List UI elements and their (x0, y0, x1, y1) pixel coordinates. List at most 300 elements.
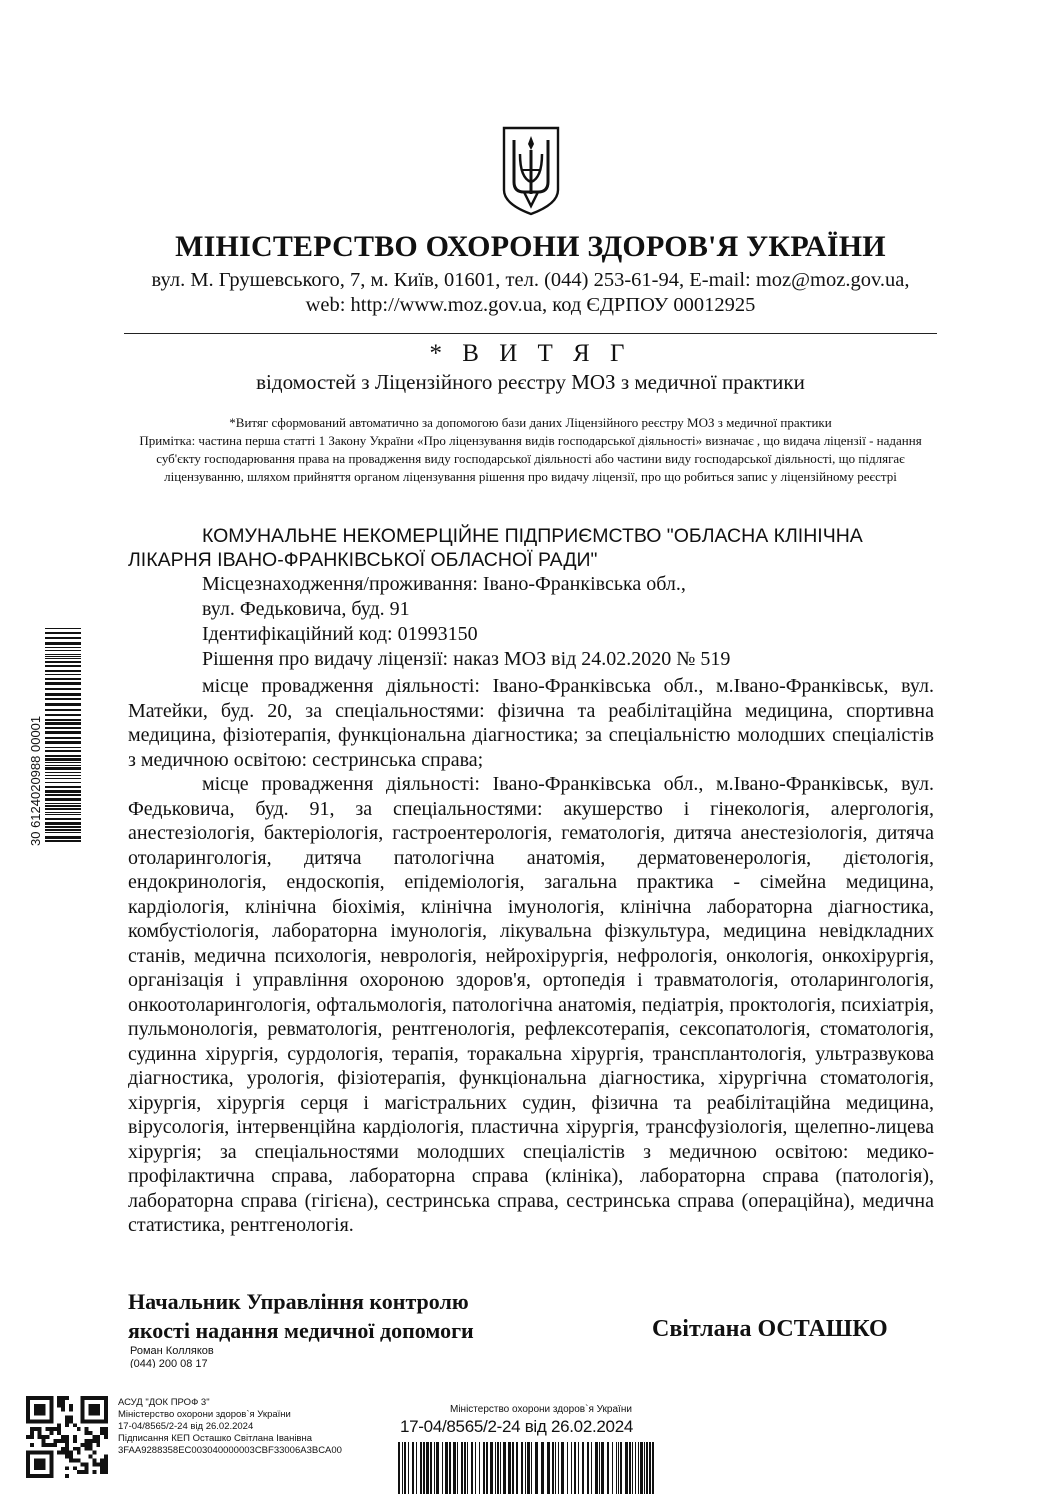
qr-module (26, 1408, 30, 1412)
state-emblem-icon (500, 124, 562, 216)
side-barcode-number: 30 6124020988 00001 (28, 715, 43, 846)
barcode-bar (479, 1442, 480, 1494)
barcode-bar (45, 762, 81, 763)
qr-module (92, 1419, 96, 1423)
signatory-name: Світлана ОСТАШКО (652, 1316, 888, 1342)
barcode-bar (541, 1442, 544, 1494)
barcode-bar (45, 814, 81, 815)
qr-module (92, 1404, 96, 1408)
qr-module (49, 1431, 53, 1435)
qr-module (30, 1451, 34, 1455)
barcode-bar (644, 1442, 645, 1494)
qr-module (85, 1439, 89, 1443)
qr-module (69, 1404, 73, 1408)
barcode-bar (638, 1442, 639, 1494)
qr-module (30, 1431, 34, 1435)
barcode-bar (582, 1442, 584, 1494)
qr-module (42, 1474, 46, 1478)
qr-module (77, 1447, 81, 1451)
barcode-bar (45, 798, 81, 801)
qr-module (61, 1396, 65, 1400)
qr-module (26, 1419, 30, 1423)
qr-module (73, 1447, 77, 1451)
barcode-bar (45, 755, 81, 757)
qr-module (38, 1412, 42, 1416)
barcode-bar (601, 1442, 604, 1494)
barcode-bar (45, 767, 81, 770)
barcode-bar (574, 1442, 576, 1494)
barcode-bar (635, 1442, 636, 1494)
qr-module (57, 1404, 61, 1408)
licensee-name: КОМУНАЛЬНЕ НЕКОМЕРЦІЙНЕ ПІДПРИЄМСТВО "ОБЛАСНА КЛІНІЧНА ЛІКАРНЯ ІВАНО-ФРАНКІВСЬКОЇ ОБЛАСНОЇ РАДИ" (128, 525, 863, 571)
barcode-bar (45, 818, 81, 820)
qr-module (49, 1474, 53, 1478)
barcode-bar (45, 775, 81, 776)
barcode-bar (45, 731, 81, 734)
qr-module (26, 1412, 30, 1416)
address-line: web: http://www.moz.gov.ua, код ЄДРПОУ 00012925 (305, 294, 756, 316)
barcode-bar (436, 1442, 439, 1494)
qr-module (85, 1447, 89, 1451)
qr-module (57, 1439, 61, 1443)
qr-module (46, 1443, 50, 1447)
qr-module (34, 1408, 38, 1412)
qr-code-icon (26, 1396, 108, 1478)
qr-module (69, 1455, 73, 1459)
qr-module (30, 1435, 34, 1439)
barcode-bar (45, 750, 81, 752)
qr-module (92, 1439, 96, 1443)
qr-module (34, 1451, 38, 1455)
qr-module (88, 1404, 92, 1408)
qr-module (104, 1435, 108, 1439)
barcode-bar (591, 1442, 592, 1494)
qr-module (49, 1466, 53, 1470)
barcode-bar (578, 1442, 579, 1494)
barcode-bar (45, 719, 81, 721)
barcode-bar (521, 1442, 523, 1494)
qr-module (46, 1451, 50, 1455)
qr-module (81, 1408, 85, 1412)
qr-module (38, 1408, 42, 1412)
qr-module (85, 1419, 89, 1423)
barcode-bar (486, 1442, 488, 1494)
qr-module (65, 1435, 69, 1439)
qr-module (38, 1466, 42, 1470)
qr-module (77, 1427, 81, 1431)
barcode-bar (595, 1442, 598, 1494)
qr-module (65, 1443, 69, 1447)
barcode-bar (475, 1442, 476, 1494)
barcode-bar (45, 727, 81, 729)
barcode-bar (555, 1442, 556, 1494)
qr-module (96, 1408, 100, 1412)
barcode-bar (45, 632, 81, 634)
qr-module (26, 1404, 30, 1408)
barcode-bar (516, 1442, 518, 1494)
barcode-bar (402, 1442, 403, 1494)
qr-module (34, 1396, 38, 1400)
barcode-bar (434, 1442, 435, 1494)
qr-module (100, 1466, 104, 1470)
qr-module (61, 1447, 65, 1451)
qr-module (57, 1431, 61, 1435)
activity-place-1: місце провадження діяльності: Івано-Франківська обл., м.Івано-Франківськ, вул. Матейки, буд. 20, за спеціальностями: фізична та реабілітаційна медицина, спортивна медицина, фізіотерапія, функціональна діагностика; за спеціальністю молодших спеціалістів з медичною освітою: сестринська справа; (128, 675, 934, 771)
barcode-bar (525, 1442, 526, 1494)
qr-module (30, 1427, 34, 1431)
barcode-bar (449, 1442, 451, 1494)
barcode-bar (45, 808, 81, 810)
registration-barcode-icon (394, 1440, 662, 1496)
barcode-bar (426, 1442, 429, 1494)
qr-module (85, 1466, 89, 1470)
qr-module (104, 1470, 108, 1474)
qr-module (34, 1458, 38, 1462)
qr-module (38, 1404, 42, 1408)
barcode-bar (45, 642, 81, 645)
barcode-bar (587, 1442, 589, 1494)
barcode-bar (561, 1442, 564, 1494)
barcode-bar (45, 661, 81, 663)
barcode-bar (45, 656, 81, 657)
barcode-bar (508, 1442, 511, 1494)
barcode-bar (45, 840, 81, 842)
qr-module (57, 1427, 61, 1431)
qr-module (81, 1462, 85, 1466)
qr-module (46, 1435, 50, 1439)
asud-stamp (118, 1397, 342, 1457)
qr-module (49, 1458, 53, 1462)
qr-module (42, 1396, 46, 1400)
qr-module (65, 1455, 69, 1459)
qr-module (104, 1427, 108, 1431)
barcode-bar (45, 790, 81, 793)
qr-module (77, 1451, 81, 1455)
barcode-bar (45, 805, 81, 807)
barcode-bar (497, 1442, 499, 1494)
qr-module (104, 1412, 108, 1416)
qr-module (53, 1443, 57, 1447)
barcode-bar (547, 1442, 550, 1494)
qr-module (49, 1451, 53, 1455)
barcode-bar (612, 1442, 613, 1494)
extract-note (120, 414, 941, 486)
qr-module (69, 1408, 73, 1412)
barcode-bar (430, 1442, 432, 1494)
barcode-bar (45, 709, 81, 711)
barcode-bar (442, 1442, 443, 1494)
qr-module (65, 1474, 69, 1478)
qr-module (26, 1455, 30, 1459)
licensee-id-code: Ідентифікаційний код: 01993150 (202, 623, 478, 645)
qr-module (100, 1396, 104, 1400)
asud-line: Міністерство охорони здоров`я України (118, 1409, 291, 1420)
qr-module (73, 1439, 77, 1443)
qr-module (88, 1396, 92, 1400)
barcode-bar (599, 1442, 600, 1494)
qr-module (26, 1416, 30, 1420)
barcode-bar (45, 670, 81, 672)
qr-module (42, 1439, 46, 1443)
qr-module (42, 1451, 46, 1455)
barcode-bar (45, 741, 81, 744)
qr-module (42, 1443, 46, 1447)
barcode-bar (45, 737, 81, 739)
qr-module (42, 1412, 46, 1416)
barcode-bar (45, 765, 81, 766)
qr-module (49, 1427, 53, 1431)
qr-module (30, 1443, 34, 1447)
qr-module (104, 1462, 108, 1466)
qr-module (96, 1443, 100, 1447)
barcode-bar (527, 1442, 530, 1494)
barcode-bar (404, 1442, 406, 1494)
qr-module (69, 1416, 73, 1420)
barcode-bar (512, 1442, 514, 1494)
qr-module (104, 1466, 108, 1470)
qr-module (53, 1439, 57, 1443)
extract-subtitle: відомостей з Ліцензійного реєстру МОЗ з медичної практики (256, 370, 805, 394)
qr-module (61, 1408, 65, 1412)
qr-module (42, 1458, 46, 1462)
barcode-bar (45, 832, 81, 833)
qr-module (88, 1447, 92, 1451)
qr-module (73, 1458, 77, 1462)
qr-module (26, 1451, 30, 1455)
barcode-bar (45, 722, 81, 725)
qr-module (104, 1416, 108, 1420)
barcode-bar (552, 1442, 554, 1494)
qr-module (38, 1435, 42, 1439)
qr-module (85, 1431, 89, 1435)
barcode-bar (45, 747, 81, 748)
qr-module (100, 1470, 104, 1474)
barcode-bar (649, 1442, 651, 1494)
barcode-bar (45, 628, 81, 629)
signer-position: Начальник Управління контролю (128, 1289, 469, 1314)
qr-module (57, 1400, 61, 1404)
qr-module (38, 1396, 42, 1400)
executor-name: Роман Колляков (130, 1345, 214, 1357)
qr-module (104, 1396, 108, 1400)
qr-module (96, 1419, 100, 1423)
qr-module (88, 1408, 92, 1412)
barcode-bar (45, 782, 81, 783)
signer-position: якості надання медичної допомоги (128, 1318, 474, 1343)
qr-module (81, 1443, 85, 1447)
barcode-bar (45, 650, 81, 651)
barcode-bar (398, 1442, 400, 1494)
qr-module (85, 1427, 89, 1431)
qr-module (81, 1470, 85, 1474)
qr-module (96, 1462, 100, 1466)
qr-module (30, 1419, 34, 1423)
barcode-bar (45, 693, 81, 696)
qr-module (100, 1431, 104, 1435)
qr-module (92, 1462, 96, 1466)
qr-module (88, 1439, 92, 1443)
license-decision: Рішення про видачу ліцензії: наказ МОЗ від 24.02.2020 № 519 (202, 648, 731, 670)
barcode-bar (45, 794, 81, 796)
barcode-bar (45, 772, 81, 773)
address-line: вул. М. Грушевського, 7, м. Київ, 01601, тел. (044) 253-61-94, E-mail: moz@moz.gov.ua, (151, 269, 910, 291)
barcode-bar (412, 1442, 414, 1494)
qr-module (92, 1458, 96, 1462)
note-text: Примітка: частина перша статті 1 Закону України «Про ліцензування видів господарської діяльності» визначає , що видача ліцензії - надання суб'єкту господарювання права на провадження виду господарської діяльності або частини виду господарської діяльності, що підлягає ліцензуванню, шляхом прийняття органом ліцензування рішення про видачу ліцензії, про що робиться запис у ліцензійному реєстрі (139, 433, 922, 484)
asud-line: АСУД "ДОК ПРОФ 3" (118, 1397, 210, 1408)
barcode-bar (445, 1442, 448, 1494)
qr-module (85, 1470, 89, 1474)
qr-module (49, 1404, 53, 1408)
qr-module (30, 1396, 34, 1400)
qr-module (61, 1435, 65, 1439)
registration-label: Міністерство охорони здоров`я України (450, 1404, 632, 1415)
qr-module (34, 1462, 38, 1466)
qr-module (34, 1466, 38, 1470)
qr-module (81, 1412, 85, 1416)
qr-module (30, 1474, 34, 1478)
barcode-bar (45, 637, 81, 639)
qr-module (81, 1396, 85, 1400)
qr-module (100, 1458, 104, 1462)
barcode-bar (503, 1442, 506, 1494)
qr-module (85, 1443, 89, 1447)
qr-module (104, 1419, 108, 1423)
qr-module (85, 1462, 89, 1466)
qr-module (38, 1458, 42, 1462)
barcode-bar (629, 1442, 631, 1494)
barcode-bar (535, 1442, 538, 1494)
qr-module (77, 1458, 81, 1462)
qr-module (81, 1416, 85, 1420)
qr-module (38, 1451, 42, 1455)
qr-module (96, 1439, 100, 1443)
barcode-bar (45, 778, 81, 779)
qr-module (104, 1455, 108, 1459)
barcode-bar (558, 1442, 559, 1494)
extract-title: * В И Т Я Г (429, 340, 632, 367)
qr-module (26, 1466, 30, 1470)
qr-module (49, 1416, 53, 1420)
qr-module (69, 1451, 73, 1455)
asud-line: 3FAA9288358EC003040000003CBF33006A3BCA00 (118, 1445, 342, 1456)
barcode-bar (45, 682, 81, 685)
barcode-bar (408, 1442, 409, 1494)
qr-module (38, 1427, 42, 1431)
qr-module (57, 1423, 61, 1427)
qr-module (65, 1423, 69, 1427)
qr-module (100, 1462, 104, 1466)
qr-module (57, 1396, 61, 1400)
qr-module (92, 1412, 96, 1416)
qr-module (49, 1396, 53, 1400)
qr-module (53, 1427, 57, 1431)
activity-places (128, 674, 934, 1238)
barcode-bar (607, 1442, 609, 1494)
barcode-bar (45, 665, 81, 667)
barcode-bar (45, 786, 81, 788)
executor-phone: (044) 200 08 17 (130, 1358, 208, 1368)
qr-module (42, 1435, 46, 1439)
qr-module (34, 1474, 38, 1478)
barcode-bar (640, 1442, 643, 1494)
barcode-bar (45, 826, 81, 828)
licensee-location: Місцезнаходження/проживання: Івано-Франківська обл., (202, 573, 686, 595)
barcode-bar (45, 688, 81, 690)
qr-module (26, 1470, 30, 1474)
qr-module (38, 1474, 42, 1478)
qr-module (88, 1412, 92, 1416)
qr-module (26, 1458, 30, 1462)
barcode-bar (461, 1442, 463, 1494)
qr-module (26, 1435, 30, 1439)
qr-module (100, 1427, 104, 1431)
barcode-bar (500, 1442, 501, 1494)
barcode-bar (45, 674, 81, 675)
qr-module (34, 1419, 38, 1423)
qr-module (81, 1400, 85, 1404)
qr-module (88, 1443, 92, 1447)
qr-module (92, 1451, 96, 1455)
qr-module (42, 1462, 46, 1466)
qr-module (104, 1408, 108, 1412)
barcode-bar (618, 1442, 619, 1494)
barcode-bar (45, 647, 81, 648)
qr-module (34, 1427, 38, 1431)
qr-module (69, 1458, 73, 1462)
barcode-bar (453, 1442, 456, 1494)
barcode-bar (420, 1442, 422, 1494)
barcode-bar (45, 714, 81, 716)
barcode-bar (620, 1442, 622, 1494)
barcode-bar (616, 1442, 617, 1494)
qr-module (61, 1439, 65, 1443)
qr-module (92, 1470, 96, 1474)
qr-module (38, 1419, 42, 1423)
qr-module (46, 1474, 50, 1478)
qr-module (96, 1412, 100, 1416)
barcode-bar (45, 822, 81, 825)
qr-module (34, 1412, 38, 1416)
qr-module (49, 1455, 53, 1459)
qr-module (26, 1396, 30, 1400)
qr-module (65, 1419, 69, 1423)
qr-module (88, 1419, 92, 1423)
barcode-bar (457, 1442, 458, 1494)
barcode-bar (571, 1442, 572, 1494)
header-divider (124, 333, 937, 334)
barcode-bar (45, 658, 81, 659)
qr-module (92, 1435, 96, 1439)
qr-module (46, 1419, 50, 1423)
qr-module (65, 1416, 69, 1420)
qr-module (38, 1462, 42, 1466)
barcode-bar (45, 654, 81, 655)
qr-module (104, 1458, 108, 1462)
qr-module (88, 1431, 92, 1435)
qr-module (77, 1470, 81, 1474)
asud-line: 17-04/8565/2-24 від 26.02.2024 (118, 1421, 254, 1432)
asud-line: Підписання КЕП Осташко Світлана Іванівна (118, 1433, 313, 1444)
qr-module (65, 1451, 69, 1455)
barcode-bar (423, 1442, 425, 1494)
qr-module (104, 1404, 108, 1408)
qr-module (61, 1451, 65, 1455)
qr-module (49, 1400, 53, 1404)
barcode-bar (495, 1442, 496, 1494)
qr-module (88, 1455, 92, 1459)
qr-module (49, 1419, 53, 1423)
